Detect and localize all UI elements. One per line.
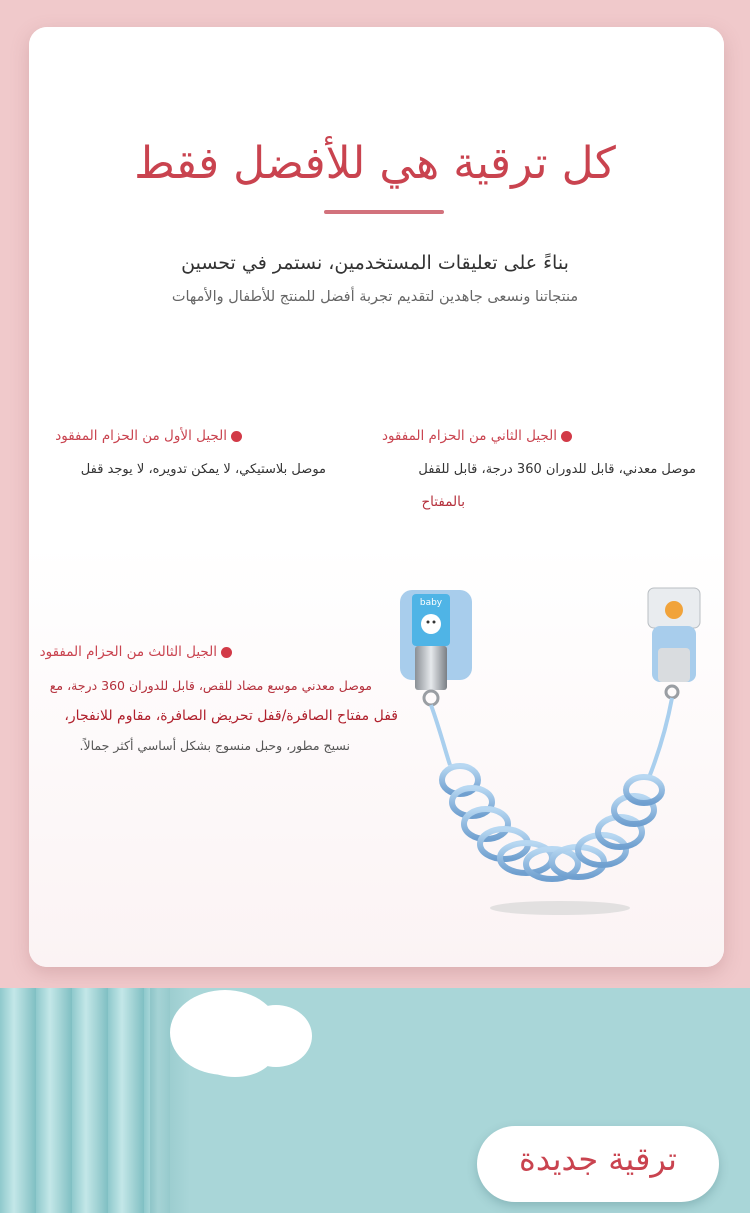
bullet-dot-icon bbox=[231, 431, 242, 442]
second-gen-heading bbox=[382, 428, 572, 444]
bullet-dot-icon bbox=[221, 647, 232, 658]
new-upgrade-badge bbox=[477, 1126, 719, 1202]
cloud-decoration bbox=[195, 1025, 275, 1077]
subtitle-line-2: منتجاتنا ونسعى جاهدين لتقديم تجربة أفضل للمنتج للأطفال والأمهات bbox=[171, 289, 579, 305]
third-gen-heading bbox=[40, 644, 232, 660]
subtitle-line-1: بناءً على تعليقات المستخدمين، نستمر في تحسين bbox=[181, 252, 569, 274]
first-gen-heading-text: الجيل الأول من الحزام المفقود bbox=[55, 428, 227, 444]
third-gen-desc-line-2: قفل مفتاح الصافرة/قفل تحريض الصافرة، مقاوم للانفجار، bbox=[64, 708, 398, 724]
third-gen-heading-text: الجيل الثالث من الحزام المفقود bbox=[39, 644, 217, 660]
new-upgrade-text: ترقية جديدة bbox=[519, 1140, 677, 1178]
title-underline bbox=[324, 210, 444, 214]
product-brand-label: baby bbox=[419, 598, 443, 608]
third-gen-desc-line-3: نسيج مطور، وحبل منسوج بشكل أساسي أكثر جمالاً. bbox=[79, 738, 350, 753]
second-gen-heading-text: الجيل الثاني من الحزام المفقود bbox=[381, 428, 557, 444]
curtain-decoration bbox=[0, 988, 170, 1213]
bullet-dot-icon bbox=[561, 431, 572, 442]
second-gen-desc: موصل معدني، قابل للدوران 360 درجة، قابل للقفل bbox=[418, 462, 696, 477]
page-title: كل ترقية هي للأفضل فقط bbox=[134, 138, 616, 189]
first-gen-heading bbox=[55, 428, 242, 444]
third-gen-desc-line-1: موصل معدني موسع مضاد للقص، قابل للدوران 360 درجة، مع bbox=[49, 678, 372, 693]
first-gen-desc: موصل بلاستيكي، لا يمكن تدويره، لا يوجد قفل bbox=[80, 462, 326, 477]
second-gen-desc-red: بالمفتاح bbox=[421, 494, 465, 510]
child-safety-leash-image bbox=[390, 580, 720, 930]
